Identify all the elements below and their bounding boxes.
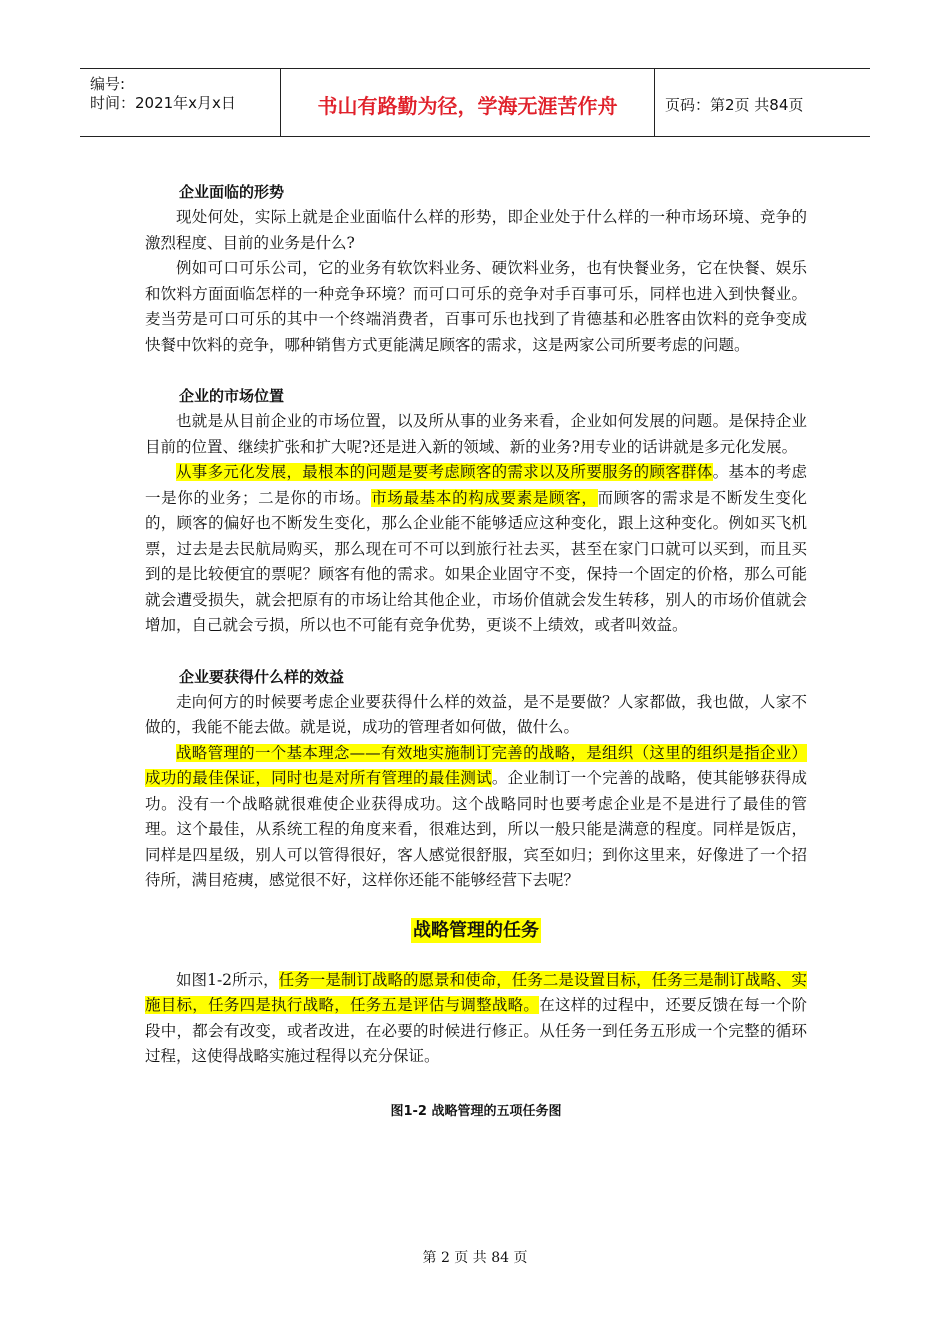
header-motto: 书山有路勤为径，学海无涯苦作舟 [317, 94, 618, 118]
section-market-position [145, 384, 807, 639]
section-title: 企业要获得什么样的效益 [179, 667, 345, 686]
header-motto-cell [281, 69, 655, 136]
figure-caption: 图1-2 战略管理的五项任务图 [390, 1103, 562, 1119]
header-page-cell [655, 69, 870, 136]
paragraph [145, 968, 807, 1070]
paragraph [145, 409, 807, 460]
text-run: 例如可口可乐公司，它的业务有软饮料业务、硬饮料业务，也有快餐业务，它在快餐、娱乐和饮料方面面临怎样的一种竞争环境？而可口可乐的竞争对手百事可乐，同样也进入到快餐业。麦当劳是可口可乐的其中一个终端消费者，百事可乐也找到了肯德基和必胜客由饮料的竞争变成快餐中饮料的竞争，哪种销售方式更能满足顾客的需求，这是两家公司所要考虑的问题。 [145, 259, 807, 354]
text-run: 如图1-2所示， [176, 970, 279, 989]
page-footer: 第 2 页 共 84 页 [422, 1250, 528, 1266]
highlighted-text: 战略管理的一个基本理念——有效地实施制订完善的战略，是组织（这里的组织是指企业）成功的最佳保证，同时也是对所有管理的最佳测试 [145, 743, 807, 787]
header-page-number: 页码：第2页 共84页 [665, 96, 804, 114]
highlighted-text: 市场最基本的构成要素是顾客， [371, 488, 598, 507]
text-run: 在这样的过程中，还要反馈在每一个阶段中，都会有改变，或者改进，在必要的时候进行修正。从任务一到任务五形成一个完整的循环过程，这使得战略实施过程得以充分保证。 [145, 996, 807, 1065]
paragraph [145, 205, 807, 256]
page-header [80, 68, 870, 137]
highlighted-text: 从事多元化发展，最根本的问题是要考虑顾客的需求以及所要服务的顾客群体 [176, 463, 713, 481]
paragraph [145, 690, 807, 741]
paragraph [145, 256, 807, 358]
paragraph [145, 460, 807, 639]
document-body [145, 180, 807, 1119]
section-situation [145, 180, 807, 358]
text-run: 现处何处，实际上就是企业面临什么样的形势，即企业处于什么样的一种市场环境、竞争的激烈程度、目前的业务是什么? [145, 208, 807, 252]
text-run: 。基本的考虑一是你的业务；二是你的市场。 [145, 463, 807, 507]
section-title: 企业面临的形势 [179, 183, 285, 201]
text-run: 而顾客的需求是不断发生变化的，顾客的偏好也不断发生变化，那么企业能不能够适应这种变化，跟上这种变化。例如买飞机票，过去是去民航局购买，那么现在可不可以到旅行社去买，甚至在家门口就可以买到，而且买到的是比较便宜的票呢？顾客有他的需求。如果企业固守不变，保持一个固定的价格，那么可能就会遭受损失，就会把原有的市场让给其他企业，市场价值就会发生转移，别人的市场价值就会增加，自己就会亏损，所以也不可能有竞争优势，更谈不上绩效，或者叫效益。 [145, 488, 807, 634]
text-run: 也就是从目前企业的市场位置，以及所从事的业务来看，企业如何发展的问题。是保持企业目前的位置、继续扩张和扩大呢?还是进入新的领域、新的业务?用专业的话讲就是多元化发展。 [145, 412, 807, 456]
paragraph [145, 741, 807, 894]
document-date-label: 时间：2021年x月x日 [90, 94, 236, 112]
text-run: 走向何方的时候要考虑企业要获得什么样的效益，是不是要做？人家都做，我也做，人家不做的，我能不能去做。就是说，成功的管理者如何做，做什么。 [145, 692, 807, 736]
section-benefits [145, 665, 807, 894]
document-number-label: 编号: [90, 75, 126, 93]
highlighted-text: 任务一是制订战略的愿景和使命，任务二是设置目标，任务三是制订战略、实施目标，任务四是执行战略，任务五是评估与调整战略。 [145, 970, 807, 1014]
section-title: 企业的市场位置 [179, 387, 285, 405]
task-section-title-text: 战略管理的任务 [413, 919, 539, 941]
task-section-title [145, 916, 807, 942]
header-info-cell [80, 69, 281, 136]
text-run: 。企业制订一个完善的战略，使其能够获得成功。没有一个战略就很难使企业获得成功。这个战略同时也要考虑企业是不是进行了最佳的管理。这个最佳，从系统工程的角度来看，很难达到，所以一般只能是满意的程度。同样是饭店，同样是四星级，别人可以管得很好，客人感觉很舒服，宾至如归；到你这里来，好像进了一个招待所，满目疮痍，感觉很不好，这样你还能不能够经营下去呢？ [145, 769, 807, 889]
